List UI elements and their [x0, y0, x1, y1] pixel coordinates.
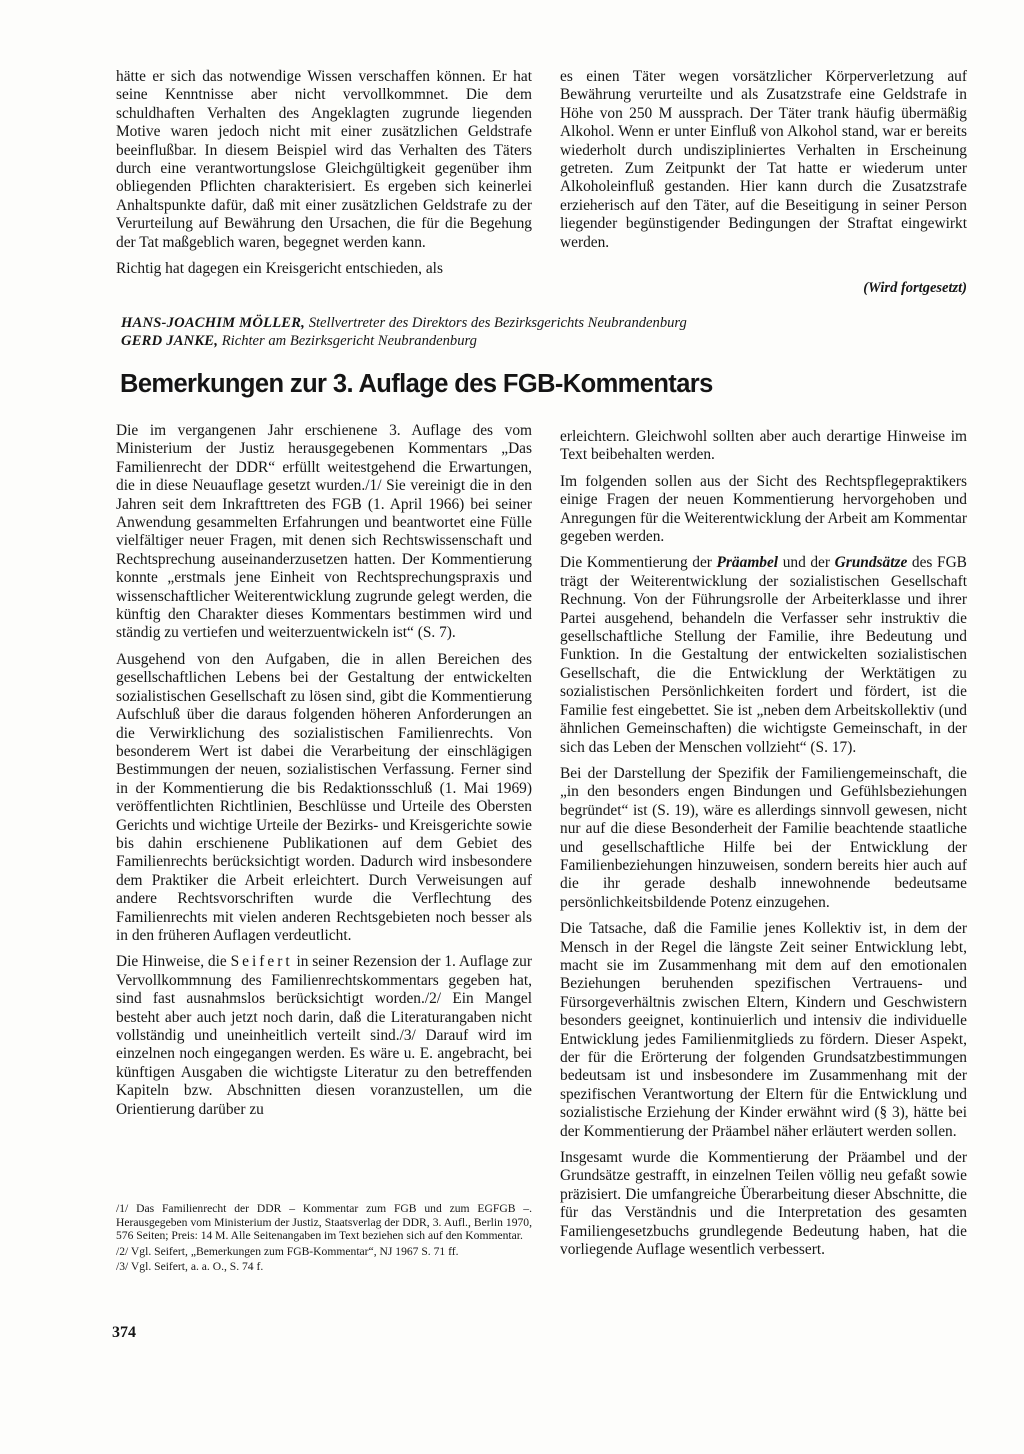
page-number: 374 — [112, 1324, 136, 1341]
text-run: Die Hinweise, die — [116, 953, 227, 971]
footnotes — [116, 1202, 532, 1276]
author-role: Stellvertreter des Direktors des Bezirksgerichts Neubrandenburg — [308, 315, 687, 331]
top-left-column — [116, 68, 532, 286]
paragraph: Bei der Darstellung der Spezifik der Familiengemeinschaft, die „in den besonders engen Bindungen und Gefühlsbeziehungen begründet“ ist (S. 19), wäre es allerdings sinnvoll gewesen, nicht nur auf die diese Besonderheit der Familie beachtende staatliche und gesellschaftliche Hilfe bei der Entwicklung der Familienbeziehungen hinzuweisen, sondern bereits hier auch auf die ihr gerade deshalb innewohnende bedeutsame persönlichkeitsbildende Potenz einzugehen. — [560, 764, 967, 911]
paragraph — [116, 953, 532, 1119]
author-byline — [121, 314, 971, 350]
article-left-column — [116, 422, 532, 1127]
paragraph: erleichtern. Gleichwohl sollten aber auch derartige Hinweise im Text beibehalten werden. — [560, 428, 967, 464]
text-run: und der — [782, 554, 831, 572]
text-run: in seiner Rezension der 1. Auflage zur Vervollkommnung des Familienrechtskommentars gegeben hat, sind fast ausnahmslos berücksichtigt worden./2/ Ein Mangel besteht aber auch jetzt noch darin, daß die Literaturangaben nicht vollständig und uneinheitlich verteilt sind./3/ Darauf wird im einzelnen noch eingegangen werden. Es wäre u. E. angebracht, bei künftigen Ausgaben die wichtigste Literatur zu den betreffenden Kapiteln bzw. Abschnitten diesen voranzustellen, um die Orientierung darüber zu — [116, 953, 532, 1118]
paragraph: Richtig hat dagegen ein Kreisgericht entschieden, als — [116, 260, 443, 278]
emphasis-term: Grundsätze — [834, 554, 908, 572]
paragraph: es einen Täter wegen vorsätzlicher Körperverletzung auf Bewährung verurteilte und als Zusatzstrafe eine Geldstrafe in Höhe von 250 M aussprach. Der Täter trank häufig übermäßig Alkohol. Wenn er unter Einfluß von Alkohol stand, war er bereits wiederholt durch undiszipliniertes Verhalten in Erscheinung getreten. Zum Zeitpunkt der Tat hatte er wiederum unter Alkoholeinfluß gestanden. Hier kann durch die Zusatzstrafe erzieherisch auf den Täter, auf die Beseitigung in seiner Person liegender begünstigender Bedingungen der Straftat eingewirkt werden. — [560, 68, 967, 251]
article-title: Bemerkungen zur 3. Auflage des FGB-Kommentars — [120, 370, 713, 398]
footnote: /2/ Vgl. Seifert, „Bemerkungen zum FGB-Kommentar“, NJ 1967 S. 71 ff. — [116, 1244, 459, 1258]
paragraph: Im folgenden sollen aus der Sicht des Rechtspflegepraktikers einige Fragen der neuen Kommentierung hervorgehoben und Anregungen für die Weiterentwicklung der Arbeit am Kommentar gegeben werden. — [560, 472, 967, 546]
article-right-column — [560, 428, 967, 1267]
text-run: Die Kommentierung der — [560, 554, 712, 572]
footnote: /3/ Vgl. Seifert, a. a. O., S. 74 f. — [116, 1260, 264, 1273]
author-name: GERD JANKE, — [121, 333, 219, 349]
author-role: Richter am Bezirksgericht Neubrandenburg — [221, 333, 477, 349]
text-run: des FGB trägt der Weiterentwicklung der sozialistischen Gesellschaft Rechnung. Von der Führungsrolle der Arbeiterklasse und ihrer Partei ausgehend, behandeln die Verfasser sehr instruktiv die gesellschaftliche Stellung der Familie, ihre Bedeutung und Funktion. In die Gestaltung der entwickelten sozialistischen Gesellschaft, die die Entwicklung der Werktätigen zu sozialistischen Persönlichkeiten fordert und fördert, ist die Familie fest eingebettet. Sie ist „neben dem Arbeitskollektiv (und ähnlichen Gemeinschaften) die wichtigste Gemeinschaft, in der sich das Leben der Menschen vollzieht“ (S. 17). — [560, 554, 967, 756]
author-line — [121, 332, 971, 350]
paragraph: Insgesamt wurde die Kommentierung der Präambel und der Grundsätze gestrafft, in einzelnen Teilen völlig neu gefaßt sowie präzisiert. Die umfangreiche Überarbeitung dieser Abschnitte, die für das Verständnis und die Interpretation des gesamten Familiengesetzbuchs grundlegende Bedeutung haben, hat die vorliegende Auflage wesentlich verbessert. — [560, 1149, 967, 1259]
continued-note: (Wird fortgesetzt) — [863, 280, 967, 296]
paragraph: hätte er sich das notwendige Wissen verschaffen können. Er hat seine Kenntnisse aber nicht vervollkommnet. Die dem schuldhaften Verhalten des Angeklagten zugrunde liegenden Motive waren jedoch nicht mit einer zusätzlichen Geldstrafe beeinflußbar. In diesem Beispiel wird das Verhalten des Täters durch eine verantwortungslose Gleichgültigkeit gegenüber ihm obliegenden Pflichten charakterisiert. Es ergeben sich keinerlei Anhaltspunkte dafür, daß mit einer zusätzlichen Geldstrafe zu der Verurteilung auf Bewährung den Ursachen, die für die Begehung der Tat maßgeblich waren, begegnet werden kann. — [116, 68, 532, 251]
emphasis-term: Präambel — [716, 554, 779, 572]
paragraph: Die im vergangenen Jahr erschienene 3. Auflage des vom Ministerium der Justiz herausgegebenen Kommentars „Das Familienrecht der DDR“ erfüllt weitestgehend die Erwartungen, die in diese Neuauflage gesetzt wurden./1/ Sie vereinigt die in den Jahren seit dem Inkrafttreten des FGB (1. April 1966) bei seiner Anwendung gesammelten Erfahrungen und beantwortet eine Fülle vielfältiger neuer Fragen, mit denen sich Rechtswissenschaft und Rechtsprechung auseinanderzusetzen hatten. Der Kommentierung konnte „erstmals jene Einheit von Rechtsprechungspraxis und wissenschaftlicher Weiterentwicklung zugrunde gelegt werden, die künftig den Charakter dieses Kommentars bestimmen wird und ständig zu vertiefen und weiterzuentwickeln ist“ (S. 7). — [116, 422, 532, 642]
author-reference: Seifert — [230, 953, 293, 971]
author-name: HANS-JOACHIM MÖLLER, — [121, 315, 306, 331]
paragraph: Die Tatsache, daß die Familie jenes Kollektiv ist, in dem der Mensch in der Regel die längste Zeit seiner Entwicklung lebt, macht sie im Zusammenhang mit dem auf den emotionalen Beziehungen beruhenden spezifischen Vertrauens- und Fürsorgeverhältnis zwischen Eltern, Kindern und Geschwistern besonders geeignet, kontinuierlich und intensiv die individuelle Entwicklung jedes Familienmitglieds zu fördern. Dieser Aspekt, der für die Erörterung der folgenden Grundsatzbestimmungen bedeutsam ist und insbesondere im Zusammenhang mit der spezifischen Verantwortung der Eltern für die Entwicklung und sozialistische Erziehung der Kinder erwähnt wird (§ 3), hätte bei der Kommentierung der Präambel näher erläutert werden sollen. — [560, 920, 967, 1140]
paragraph: Ausgehend von den Aufgaben, die in allen Bereichen des gesellschaftlichen Lebens bei der Gestaltung der entwickelten sozialistischen Gesellschaft zu lösen sind, gibt die Kommentierung Aufschluß über die daraus folgenden höheren Anforderungen an die Verwirklichung des sozialistischen Familienrechts. Von besonderem Wert ist dabei die Verarbeitung der einschlägigen Bestimmungen der neuen, sozialistischen Verfassung. Ferner sind in der Kommentierung die bis Redaktionsschluß (1. Mai 1969) veröffentlichten Richtlinien, Beschlüsse und Urteile des Obersten Gerichts und wichtige Urteile der Bezirks- und Kreisgerichte sowie bis dahin erschienene Publikationen auf dem Gebiet des Familienrechts berücksichtigt worden. Dadurch wird insbesondere dem Praktiker die Arbeit erleichtert. Durch Verweisungen auf andere Rechtsvorschriften wurde die Verflechtung des Familienrechts mit vielen anderen Rechtsgebieten noch besser als in den früheren Auflagen verdeutlicht. — [116, 650, 532, 944]
paragraph — [560, 554, 967, 756]
footnote: /1/ Das Familienrecht der DDR – Kommentar zum FGB und zum EGFGB –. Herausgegeben vom Ministerium der Justiz, Staatsverlag der DDR, 3. Aufl., Berlin 1970, 576 Seiten; Preis: 14 M. Alle Seitenangaben im Text beziehen sich auf den Kommentar. — [116, 1202, 532, 1242]
author-line — [121, 314, 971, 332]
top-right-column — [560, 68, 967, 260]
